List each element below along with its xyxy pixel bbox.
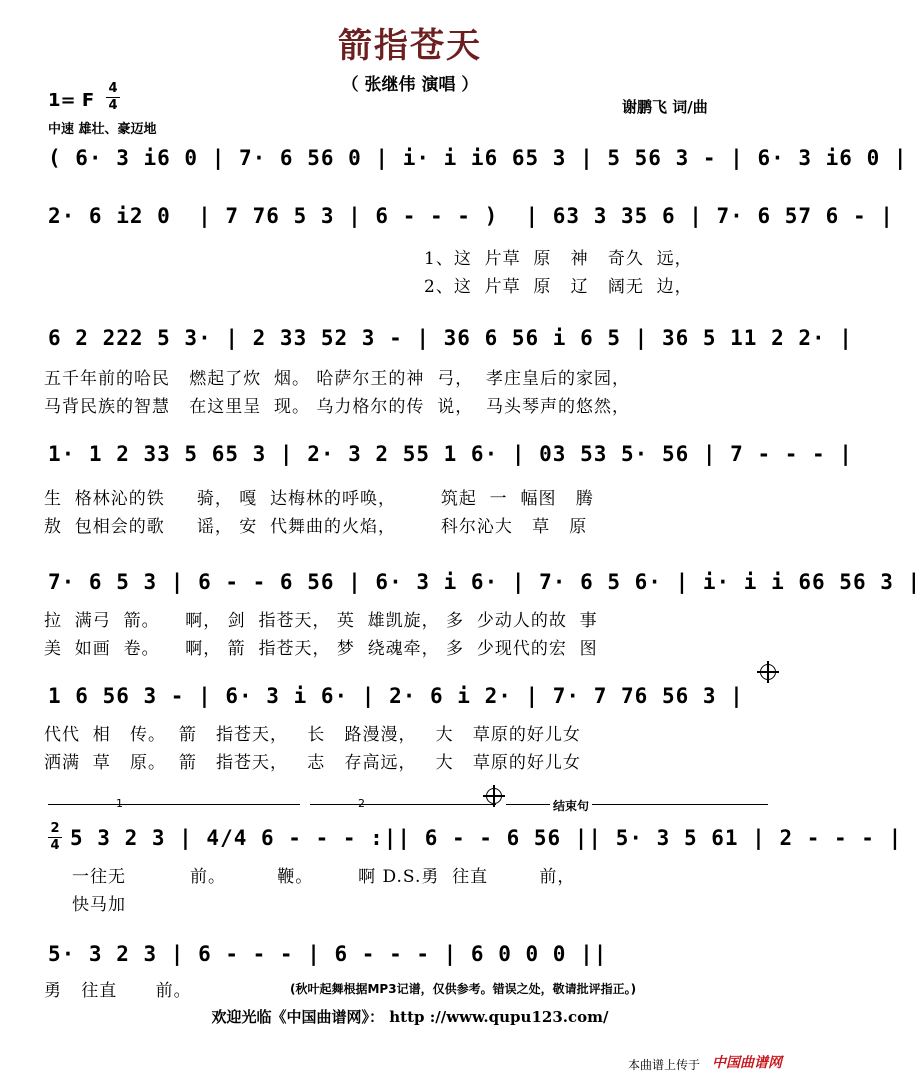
lyric-row-6-verse-1: 代代 相 传。 箭 指苍天， 长 路漫漫， 大 草原的好儿女 [44,725,581,745]
volta-bracket-1 [48,804,300,805]
lyric-row-3-verse-2: 马背民族的智慧 在这里呈 现。 乌力格尔的传 说， 马头琴声的悠然， [44,397,631,417]
notation-row-2: 2· 6 i2 0 | 7 76 5 3 | 6 - - - ) | 63 3 35 6 | 7· 6 57 6 - | [48,204,894,228]
notation-row-1: ( 6· 3 i6 0 | 7· 6 56 0 | i· i i6 65 3 | 5 56 3 - | 6· 3 i6 0 | [48,146,908,170]
site-logo: 中国曲谱网 [712,1055,782,1071]
volta-label-2: 2 [358,797,365,810]
key-signature: 1= F [48,90,95,111]
notation-row-6: 1 6 56 3 - | 6· 3 i 6· | 2· 6 i 2· | 7· 7 76 56 3 | [48,684,744,708]
lyric-row-3-verse-1: 五千年前的哈民 燃起了炊 烟。 哈萨尔王的神 弓， 孝庄皇后的家园， [44,369,631,389]
notation-row-8: 5· 3 2 3 | 6 - - - | 6 - - - | 6 0 0 0 || [48,942,608,966]
lyric-row-7-verse-1: 一往无 前。 鞭。 啊 D.S.勇 往直 前， [72,867,576,887]
notation-row-5: 7· 6 5 3 | 6 - - 6 56 | 6· 3 i 6· | 7· 6 5 6· | i· i i 66 56 3 | [48,570,921,594]
lyric-row-2-verse-1: 1、这 片草 原 神 奇久 远， [424,249,693,269]
lyric-row-6-verse-2: 洒满 草 原。 箭 指苍天， 志 存高远， 大 草原的好儿女 [44,753,581,773]
lyric-row-5-verse-1: 拉 满弓 箭。 啊， 剑 指苍天， 英 雄凯旋， 多 少动人的故 事 [44,611,598,631]
transcriber-note: (秋叶起舞根据MP3记谱，仅供参考。错误之处，敬请批评指正。) [290,982,637,996]
footer-welcome: 欢迎光临《中国曲谱网》： http ://www.qupu123.com/ [211,1008,609,1026]
time-signature: 4 4 [106,82,120,113]
coda-icon [760,664,776,680]
lyric-row-8: 勇 往直 前。 [44,981,192,1001]
tempo-marking: 中速 雄壮、豪迈地 [48,122,157,137]
volta-bracket-2 [310,804,496,805]
time-signature-2-4: 2 4 [48,822,62,853]
lyric-row-4-verse-2: 敖 包相会的歌 谣， 安 代舞曲的火焰， 科尔沁大 草 原 [44,517,588,537]
lyric-row-4-verse-1: 生 格林沁的铁 骑， 嘎 达梅林的呼唤， 筑起 一 幅图 腾 [44,489,594,509]
volta-label-1: 1 [116,797,123,810]
lyric-row-2-verse-2: 2、这 片草 原 辽 阔无 边， [424,277,693,297]
singer-credit: （ 张继伟 演唱 ） [341,75,479,95]
author-credit: 谢鹏飞 词/曲 [622,98,708,116]
coda-icon-2 [486,788,502,804]
notation-row-7: 5 3 2 3 | 4/4 6 - - - :|| 6 - - 6 56 || 5· 3 5 61 | 2 - - - | [70,826,903,850]
lyric-row-5-verse-2: 美 如画 卷。 啊， 箭 指苍天， 梦 绕魂牵， 多 少现代的宏 图 [44,639,598,659]
ending-label: 结束句 [550,797,592,814]
lyric-row-7-verse-2: 快马加 [72,895,126,915]
notation-row-3: 6 2 222 5 3· | 2 33 52 3 - | 36 6 56 i 6 5 | 36 5 11 2 2· | [48,326,853,350]
page-title: 箭指苍天 [338,26,482,66]
notation-row-4: 1· 1 2 33 5 65 3 | 2· 3 2 55 1 6· | 03 53 5· 56 | 7 - - - | [48,442,853,466]
ending-bracket [506,804,768,805]
upload-text: 本曲谱上传于 [628,1058,701,1072]
